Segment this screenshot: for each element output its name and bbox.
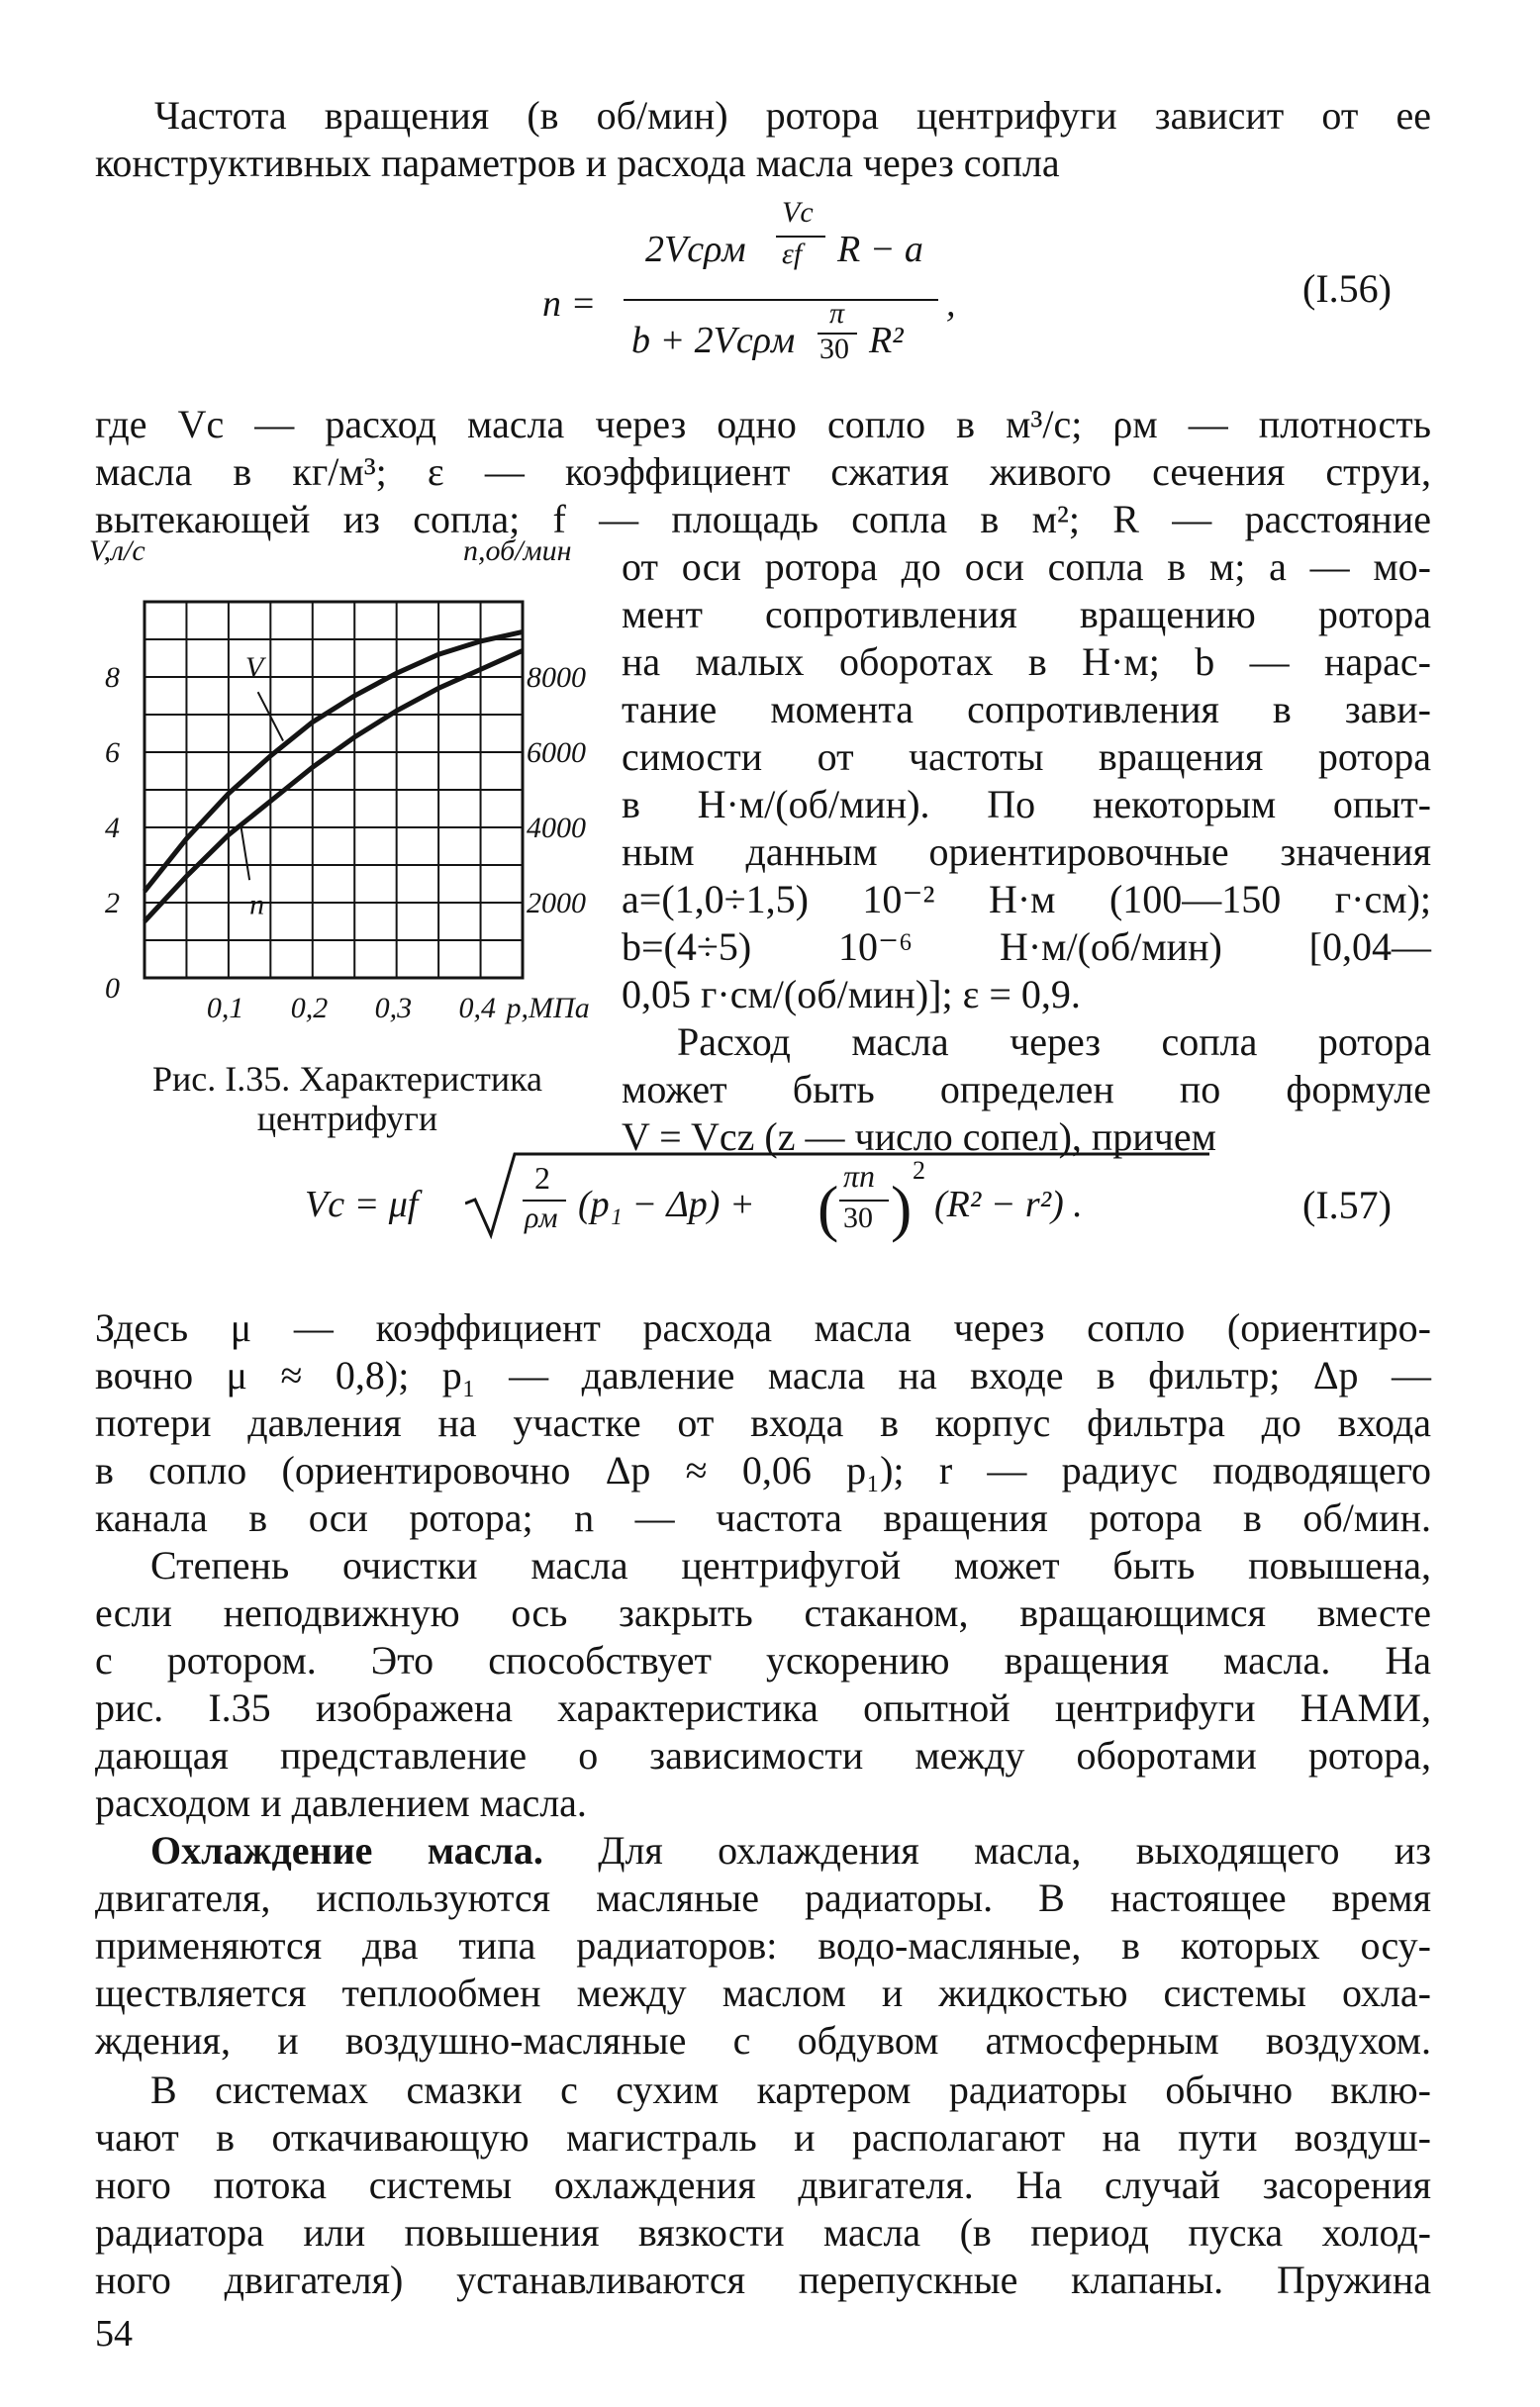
cooling-line-2: двигателя, используются масляные радиаторы. В настоящее время [95,1876,1431,1920]
x-axis-label: p,МПа [506,992,590,1024]
y-left-tick-label: 2 [105,887,120,919]
flow-line-2: может быть определен по формуле [622,1067,1431,1111]
degree-line-4: рис. I.35 изображена характеристика опытной центрифуги НАМИ, [95,1685,1431,1730]
dry-sump-line-1: В системах смазки с сухим картером радиаторы обычно вклю- [150,2068,1431,2112]
curve-label-V: V [244,651,264,684]
side-line-4: тание момента сопротивления в зави- [622,687,1431,731]
x-tick-label: 0,4 [458,992,497,1024]
curve-V [144,631,523,891]
where-line-2: масла в кг/м³; ε — коэффициент сжатия живого сечения струи, [95,449,1431,494]
side-line-3: на малых оборотах в Н·м; b — нарас- [622,639,1431,684]
cooling-line-5: ждения, и воздушно-масляные с обдувом атмосферным воздухом. [95,2018,1431,2063]
degree-line-5: дающая представление о зависимости между оборотами ротора, [95,1733,1431,1778]
flow-line-3: V = Vcz (z — число сопел), причем [622,1114,1216,1159]
here-line-2: вочно μ ≈ 0,8); p₁ — давление масла на входе в фильтр; Δp — [95,1353,1431,1397]
where-line-3: вытекающей из сопла; f — площадь сопла в м²; R — расстояние [95,497,1431,541]
y-left-tick-label: 0 [105,972,120,1005]
y-right-tick-label: 6000 [527,736,586,769]
side-line-1: от оси ротора до оси сопла в м; a — мо- [622,544,1431,589]
chart-grid [144,602,523,978]
chart-labels [89,534,590,1024]
cooling-heading: Охлаждение масла. [150,1828,543,1873]
page-number: 54 [95,2313,133,2355]
degree-line-6: расходом и давлением масла. [95,1781,587,1825]
figure-caption-line-1: Рис. I.35. Характеристика [151,1059,543,1099]
here-line-4: в сопло (ориентировочно Δp ≈ 0,06 p₁); r — радиус подводящего [95,1448,1431,1492]
y-right-tick-label: 2000 [527,887,586,919]
x-tick-label: 0,3 [374,992,413,1024]
chart-curves [144,631,523,921]
y-right-tick-label: 4000 [527,812,586,844]
dry-sump-line-2: чают в откачивающую магистраль и располагают на пути воздуш- [95,2115,1431,2160]
cooling-line-1: Охлаждение масла. Для охлаждения масла, выходящего из [150,1828,1432,1873]
dry-sump-line-3: ного потока системы охлаждения двигателя. На случай засорения [95,2163,1431,2207]
figure-caption-line-2: центрифуги [256,1099,438,1138]
curve-n [144,650,523,921]
y-axis-left-label: V,л/с [89,534,145,567]
y-left-tick-label: 8 [105,661,120,694]
side-line-2: мент сопротивления вращению ротора [622,592,1431,636]
degree-line-2: если неподвижную ось закрыть стаканом, вращающимся вместе [95,1590,1431,1635]
side-line-7: ным данным ориентировочные значения [622,829,1431,874]
here-line-5: канала в оси ротора; n — частота вращения ротора в об/мин. [95,1495,1431,1540]
equation-number-156: (I.56) [1302,266,1392,311]
degree-line-1: Степень очистки масла центрифугой может быть повышена, [150,1543,1431,1588]
x-tick-label: 0,1 [206,992,244,1024]
intro-line-1: Частота вращения (в об/мин) ротора центрифуги зависит от ее [154,93,1431,138]
y-left-tick-label: 6 [105,736,120,769]
side-line-6: в Н·м/(об/мин). По некоторым опыт- [622,782,1431,826]
y-left-tick-label: 4 [105,812,120,844]
figure-caption [95,1059,600,1138]
degree-line-3: с ротором. Это способствует ускорению вращения масла. На [95,1638,1431,1683]
equation-number-157: (I.57) [1302,1183,1392,1227]
x-tick-label: 0,2 [290,992,329,1024]
figure-centrifuge-characteristic [89,534,594,1049]
side-line-8: a=(1,0÷1,5) 10⁻² Н·м (100—150 г·см); [622,877,1431,921]
side-line-5: симости от частоты вращения ротора [622,734,1431,779]
y-axis-right-label: n,об/мин [463,534,572,567]
intro-line-2: конструктивных параметров и расхода масла через сопла [95,141,1060,185]
cooling-line-4: ществляется теплообмен между маслом и жидкостью системы охла- [95,1971,1431,2015]
curve-label-n-leader [241,827,249,880]
y-right-tick-label: 8000 [527,661,586,694]
here-line-1: Здесь μ — коэффициент расхода масла через сопло (ориентиро- [95,1305,1431,1350]
dry-sump-line-5: ного двигателя) устанавливаются перепускные клапаны. Пружина [95,2258,1431,2302]
cooling-line-3: применяются два типа радиаторов: водо-масляные, в которых осу- [95,1923,1431,1968]
curve-label-n: n [249,888,265,921]
side-line-9: b=(4÷5) 10⁻⁶ Н·м/(об/мин) [0,04— [622,924,1431,969]
here-line-3: потери давления на участке от входа в корпус фильтра до входа [95,1400,1431,1445]
side-line-10: 0,05 г·см/(об/мин)]; ε = 0,9. [622,972,1081,1016]
where-line-1: где Vc — расход масла через одно сопло в м³/с; ρм — плотность [95,402,1431,446]
dry-sump-line-4: радиатора или повышения вязкости масла (в период пуска холод- [95,2210,1431,2255]
flow-line-1: Расход масла через сопла ротора [677,1019,1431,1064]
